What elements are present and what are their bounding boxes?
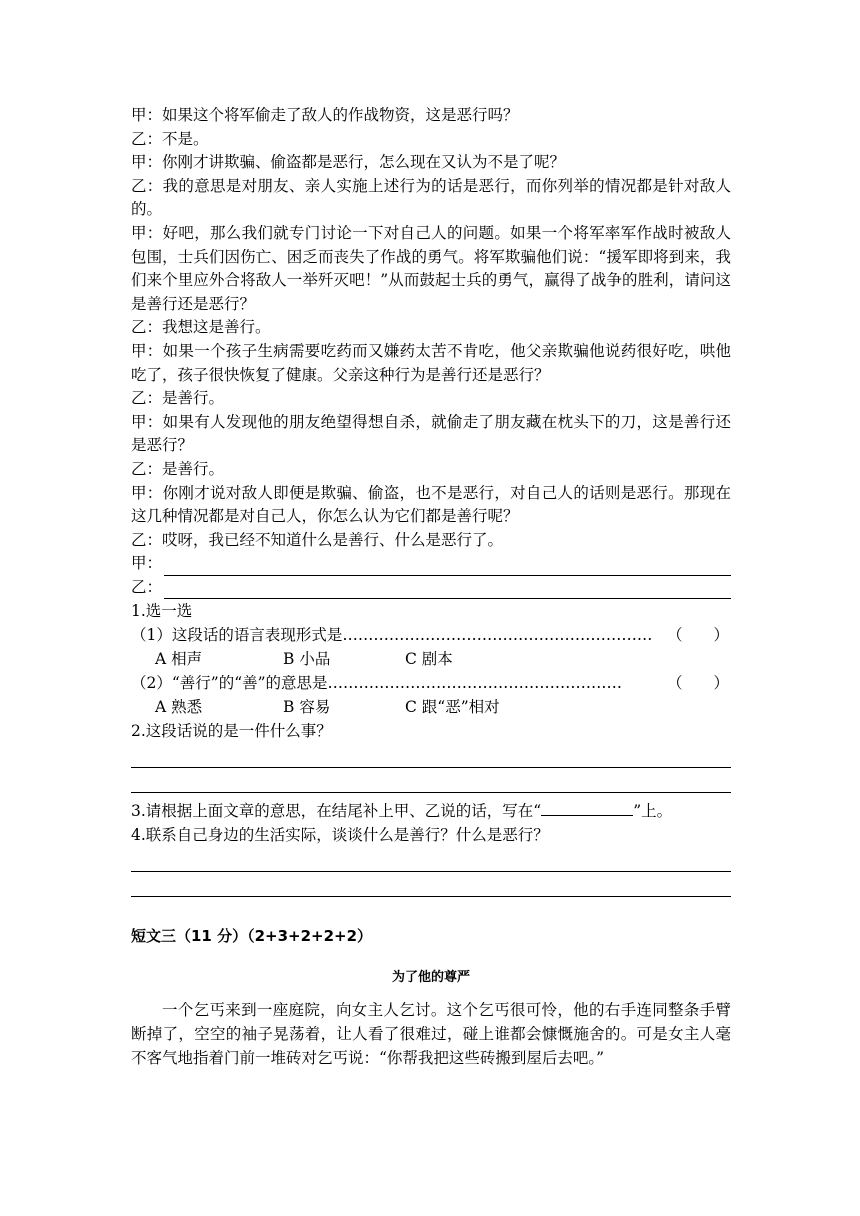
answer-label-yi: 乙： bbox=[131, 577, 163, 596]
dialogue-line: 甲：好吧，那么我们就专门讨论一下对自己人的问题。如果一个将军率军作战时被敌人包围，士兵们因伤亡、困乏而丧失了作战的勇气。将军欺骗他们说：“援军即将到来，我们来个里应外合将敌人一举歼灭吧！”从而鼓起士兵的勇气，赢得了战争的胜利，请问这是善行还是恶行？ bbox=[131, 223, 731, 313]
question-4: 4.联系自己身边的生活实际，谈谈什么是善行？什么是恶行？ bbox=[131, 826, 549, 845]
section-heading: 短文三（11 分）（2+3+2+2+2） bbox=[131, 927, 373, 946]
question-1-sub-2 bbox=[131, 671, 731, 695]
option-b[interactable]: B 容易 bbox=[283, 698, 331, 717]
option-b[interactable]: B 小品 bbox=[283, 650, 331, 669]
answer-parentheses[interactable]: （ ） bbox=[666, 626, 729, 645]
question-2: 2.这段话说的是一件什么事？ bbox=[131, 722, 332, 741]
answer-blank-line[interactable] bbox=[131, 768, 731, 793]
answer-line-jia[interactable] bbox=[131, 552, 731, 576]
dialogue-line: 乙：是善行。 bbox=[131, 459, 225, 478]
dialogue-line: 乙：我的意思是对朋友、亲人实施上述行为的话是恶行，而你列举的情况都是针对敌人的。 bbox=[131, 176, 731, 219]
answer-label-jia: 甲： bbox=[131, 554, 163, 573]
question-text: （2）“善行”的“善”的意思是………………………………………………… bbox=[131, 674, 623, 693]
question-3 bbox=[131, 799, 731, 823]
option-a[interactable]: A 相声 bbox=[155, 650, 203, 669]
story-title: 为了他的尊严 bbox=[391, 970, 470, 986]
dialogue-line: 甲：你刚才讲欺骗、偷盗都是恶行，怎么现在又认为不是了呢？ bbox=[131, 153, 566, 172]
answer-blank-line[interactable] bbox=[131, 743, 731, 768]
answer-parentheses[interactable]: （ ） bbox=[666, 674, 729, 693]
dialogue-line: 乙：不是。 bbox=[131, 129, 209, 148]
dialogue-line: 乙：是善行。 bbox=[131, 389, 225, 408]
story-paragraph: 一个乞丐来到一座庭院，向女主人乞讨。这个乞丐很可怜，他的右手连同整条手臂断掉了，空空的袖子晃荡着，让人看了很难过，碰上谁都会慷慨施舍的。可是女主人毫不客气地指着门前一堆砖对乞丐说：“你帮我把这些砖搬到屋后去吧。” bbox=[131, 1001, 731, 1067]
option-c[interactable]: C 剧本 bbox=[405, 650, 453, 669]
inline-blank bbox=[541, 800, 633, 816]
answer-rule bbox=[164, 582, 731, 599]
question-text: 3.请根据上面文章的意思，在结尾补上甲、乙说的话，写在“ bbox=[131, 802, 542, 821]
options-row bbox=[131, 695, 731, 719]
answer-rule bbox=[164, 559, 731, 576]
option-a[interactable]: A 熟悉 bbox=[155, 698, 203, 717]
question-1-heading: 1.选一选 bbox=[131, 602, 193, 621]
question-text: （1）这段话的语言表现形式是…………………………………………………… bbox=[131, 626, 653, 645]
question-text: ”上。 bbox=[633, 802, 673, 821]
answer-blank-line[interactable] bbox=[131, 872, 731, 897]
dialogue-line: 甲：如果一个孩子生病需要吃药而又嫌药太苦不肯吃，他父亲欺骗他说药很好吃，哄他吃了，孩子很快恢复了健康。父亲这种行为是善行还是恶行？ bbox=[131, 341, 731, 384]
dialogue-line: 甲：你刚才说对敌人即便是欺骗、偷盗，也不是恶行，对自己人的话则是恶行。那现在这几种情况都是对自己人，你怎么认为它们都是善行呢？ bbox=[131, 483, 731, 526]
dialogue-line: 甲：如果有人发现他的朋友绝望得想自杀，就偷走了朋友藏在枕头下的刀，这是善行还是恶行？ bbox=[131, 412, 731, 455]
dialogue-line: 乙：哎呀，我已经不知道什么是善行、什么是恶行了。 bbox=[131, 530, 504, 549]
answer-line-yi[interactable] bbox=[131, 576, 731, 600]
answer-blank-line[interactable] bbox=[131, 847, 731, 872]
exam-page bbox=[131, 104, 731, 1070]
option-c[interactable]: C 跟“恶”相对 bbox=[405, 698, 500, 717]
question-1-sub-1 bbox=[131, 623, 731, 647]
options-row bbox=[131, 647, 731, 671]
dialogue-line: 乙：我想这是善行。 bbox=[131, 318, 271, 337]
dialogue-line: 甲：如果这个将军偷走了敌人的作战物资，这是恶行吗？ bbox=[131, 106, 519, 124]
